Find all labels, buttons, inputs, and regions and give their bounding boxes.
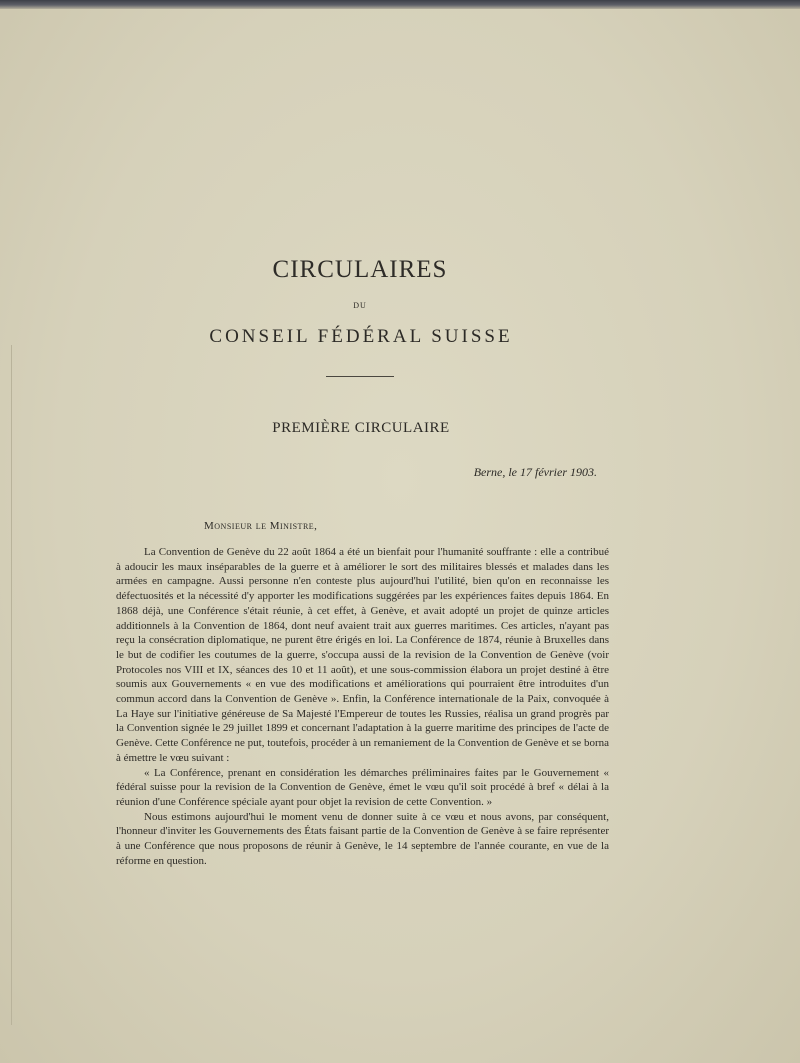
salutation: Monsieur le Ministre, — [204, 520, 318, 532]
page-top-edge — [0, 0, 800, 9]
document-title: CIRCULAIRES — [272, 256, 448, 283]
divider-rule — [326, 376, 394, 377]
section-heading: PREMIÈRE CIRCULAIRE — [272, 420, 450, 436]
title-connector: DU — [353, 301, 367, 310]
margin-line — [11, 345, 12, 1025]
quoted-resolution: « La Conférence, prenant en considération les démarches préliminaires faites par le Gouvernement « fédéral suisse pour la revision de la Convention de Genève, émet le vœu qu'il soit procédé à bref « délai à la réunion d'une Conférence spéciale ayant pour objet la revision de cette Convention. » — [116, 766, 609, 808]
body-paragraph: Nous estimons aujourd'hui le moment venu de donner suite à ce vœu et nous avons, par conséquent, l'honneur d'inviter les Gouvernements des États faisant partie de la Convention de Genève à se faire représenter à une Conférence que nous proposons de réunir à Genève, le 14 septembre de l'année courante, en vue de la réforme en question. — [116, 810, 609, 867]
document-subtitle: CONSEIL FÉDÉRAL SUISSE — [209, 326, 513, 347]
dateline: Berne, le 17 février 1903. — [473, 465, 597, 479]
body-paragraph: La Convention de Genève du 22 août 1864 a été un bienfait pour l'humanité souffrante : elle a contribué à adoucir les maux inséparables de la guerre et à améliorer le sort des militaires blessés et malades dans les armées en campagne. Aussi personne n'en conteste plus aujourd'hui l'utilité, bien qu'on en reconnaisse les défectuosités et la nécessité d'y apporter les modifications suggérées par les expériences faites depuis 1864. En 1868 déjà, une Conférence s'était réunie, à cet effet, à Genève, et avait adopté un projet de quinze articles additionnels à la Convention de 1864, dont neuf avaient trait aux guerres maritimes. Ces articles, n'ayant pas reçu la consécration diplomatique, ne purent être érigés en loi. La Conférence de 1874, réunie à Bruxelles dans le but de codifier les coutumes de la guerre, s'occupa aussi de la revision de la Convention de Genève (voir Protocoles nos VIII et IX, séances des 10 et 11 août), et une sous-commission élabora un projet destiné à être soumis aux Gouvernements « en vue des modifications et améliorations qui pourraient être introduites d'un commun accord dans la Convention de Genève ». Enfin, la Conférence internationale de la Paix, convoquée à La Haye sur l'initiative généreuse de Sa Majesté l'Empereur de toutes les Russies, réalisa un grand progrès par la Convention signée le 29 juillet 1899 et concernant l'adaptation à la guerre maritime des principes de l'acte de Genève. Cette Conférence ne put, toutefois, procéder à un remaniement de la Convention de Genève et se borna à émettre le vœu suivant : — [116, 546, 609, 764]
letter-body — [116, 545, 609, 868]
